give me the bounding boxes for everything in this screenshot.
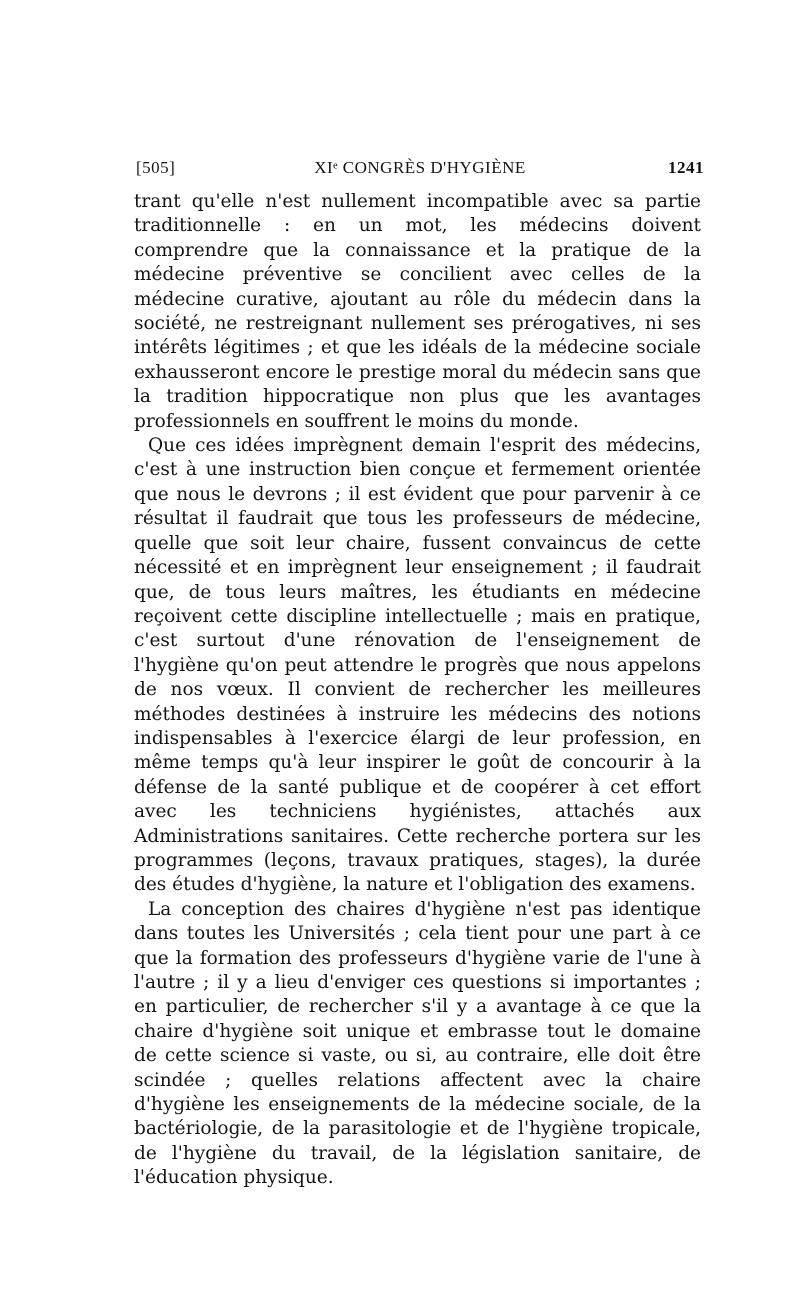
paragraph-3: La conception des chaires d'hygiène n'est pas identique dans toutes les Universités ; cela tient pour une part à ce que la formation des professeurs d'hygiène varie de l'une à l'autre ; il y a lieu d'enviger ces questions si importantes ; en particulier, de rechercher s'il y a avantage à ce que la chaire d'hygiène soit unique et embrasse tout le domaine de cette science si vaste, ou si, au contraire, elle doit être scindée ; quelles relations affectent avec la chaire d'hygiène les enseignements de la médecine sociale, de la bactériologie, de la parasitologie et de l'hygiène tropicale, de l'hygiène du travail, de la législation sanitaire, de l'éducation physique. — [134, 898, 701, 1189]
paragraph-2: Que ces idées imprègnent demain l'esprit des médecins, c'est à une instruction bien conçue et fermement orientée que nous le devrons ; il est évident que pour parvenir à ce résultat il faudrait que tous les professeurs de médecine, quelle que soit leur chaire, fussent convaincus de cette nécessité et en imprègnent leur enseignement ; il faudrait que, de tous leurs maîtres, les étudiants en médecine reçoivent cette discipline intellectuelle ; mais en pratique, c'est surtout d'une rénovation de l'enseignement de l'hygiène qu'on peut attendre le progrès que nous appelons de nos vœux. Il convient de rechercher les meilleures méthodes destinées à instruire les médecins des notions indispensables à l'exercice élargi de leur profession, en même temps qu'à leur inspirer le goût de concourir à la défense de la santé publique et de coopérer à cet effort avec les techniciens hygiénistes, attachés aux Administrations sanitaires. Cette recherche portera sur les programmes (leçons, travaux pratiques, stages), la durée des études d'hygiène, la nature et l'obligation des examens. — [134, 435, 701, 896]
section-number: [505] — [136, 158, 176, 177]
running-header — [136, 158, 704, 182]
body-text — [134, 190, 701, 1191]
running-title: XIᵉ CONGRÈS D'HYGIÈNE — [314, 158, 526, 177]
paragraph-1: trant qu'elle n'est nullement incompatible avec sa partie traditionnelle : en un mot, les médecins doivent comprendre que la connaissance et la pratique de la médecine préventive se concilient avec celles de la médecine curative, ajoutant au rôle du médecin dans la société, ne restreignant nullement ses prérogatives, ni ses intérêts légitimes ; et que les idéals de la médecine sociale exhausseront encore le prestige moral du médecin sans que la tradition hippocratique non plus que les avantages professionnels en souffrent le moins du monde. — [134, 191, 701, 432]
page-number: 1241 — [668, 158, 704, 177]
